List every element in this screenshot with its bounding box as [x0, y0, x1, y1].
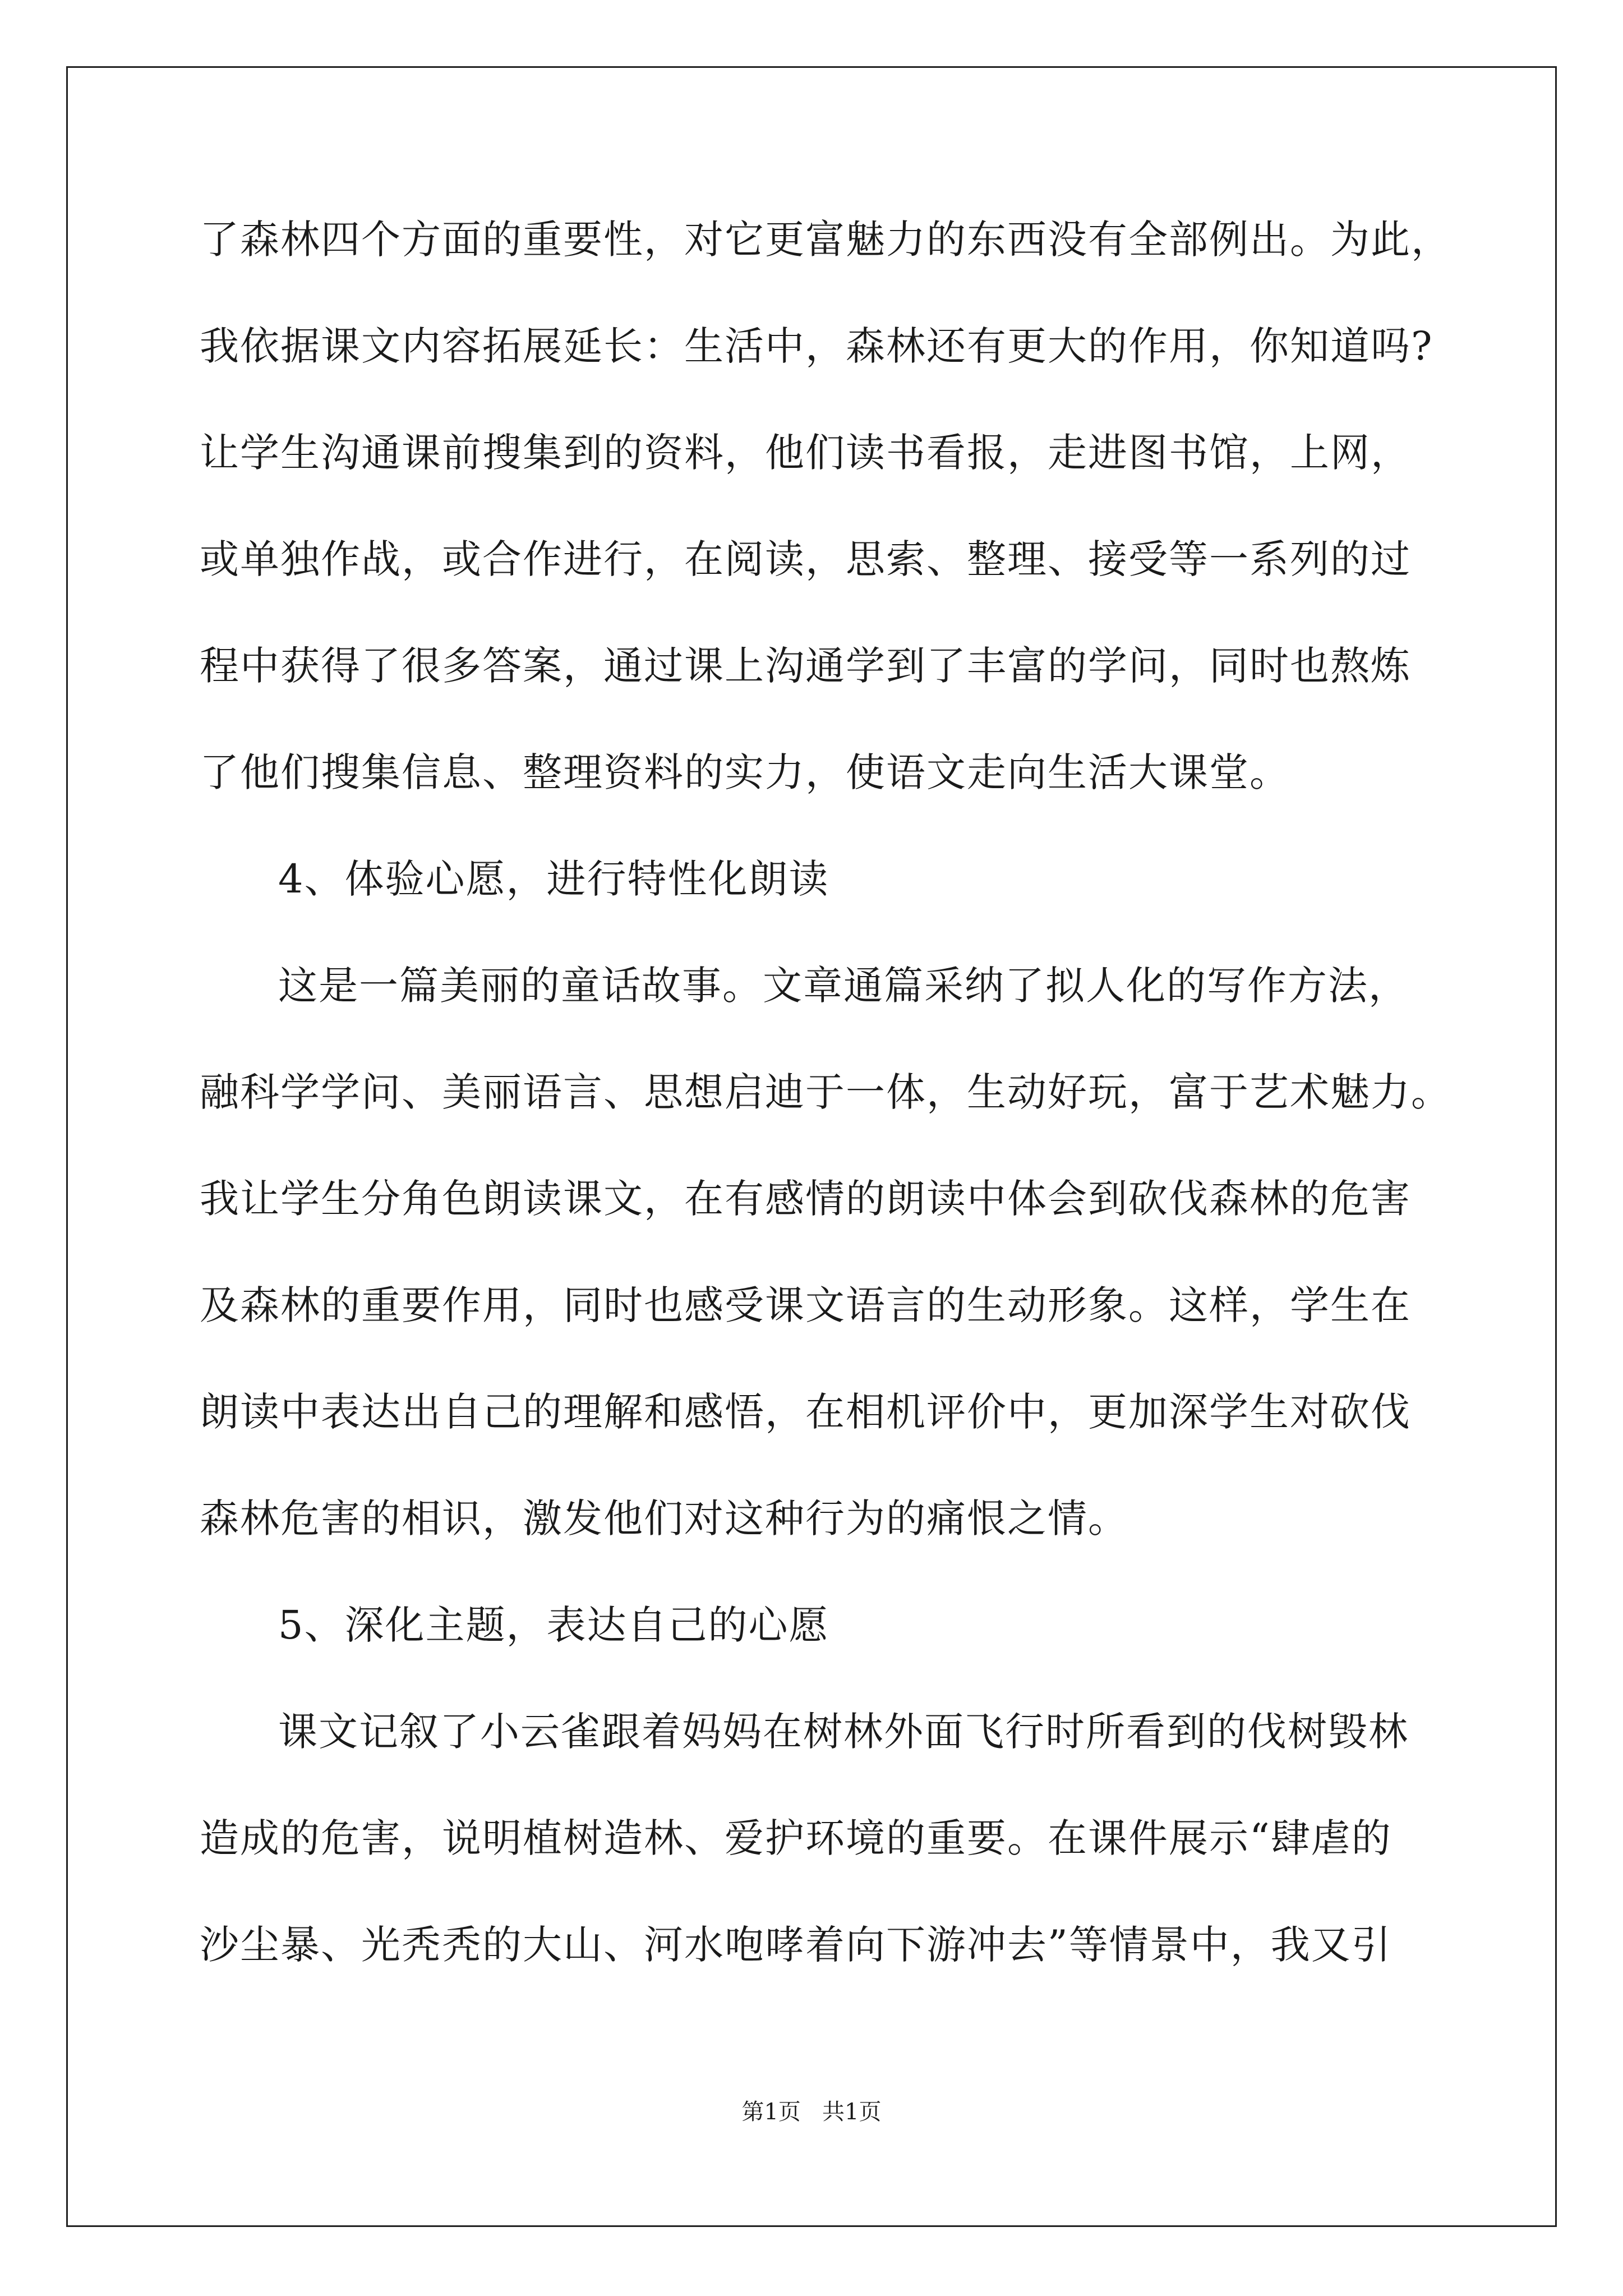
text-line-11: 及森林的重要作用，同时也感受课文语言的生动形象。这样，学生在: [200, 1282, 1411, 1328]
text-line-4: 或单独作战，或合作进行，在阅读，思索、整理、接受等一系列的过: [200, 536, 1411, 582]
section-heading-4: 4、体验心愿，进行特性化朗读: [278, 856, 829, 902]
text-line-13: 森林危害的相识，激发他们对这种行为的痛恨之情。: [200, 1496, 1128, 1542]
text-line-5: 程中获得了很多答案，通过课上沟通学到了丰富的学问，同时也熬炼: [200, 643, 1411, 689]
text-line-1: 了森林四个方面的重要性，对它更富魅力的东西没有全部例出。为此，: [200, 217, 1451, 263]
text-line-12: 朗读中表达出自己的理解和感悟，在相机评价中，更加深学生对砍伐: [200, 1389, 1411, 1435]
page-border: [66, 66, 1557, 2227]
text-line-10: 我让学生分角色朗读课文，在有感情的朗读中体会到砍伐森林的危害: [200, 1176, 1411, 1222]
text-line-6: 了他们搜集信息、整理资料的实力，使语文走向生活大课堂。: [200, 749, 1290, 795]
text-line-15: 课文记叙了小云雀跟着妈妈在树林外面飞行时所看到的伐树毁林: [278, 1709, 1409, 1755]
page-footer: 第1页 共1页: [741, 2099, 882, 2125]
text-line-3: 让学生沟通课前搜集到的资料，他们读书看报，走进图书馆，上网，: [200, 430, 1411, 476]
text-line-16: 造成的危害，说明植树造林、爱护环境的重要。在课件展示“肆虐的: [200, 1815, 1392, 1861]
text-line-9: 融科学学问、美丽语言、思想启迪于一体，生动好玩，富于艺术魅力。: [200, 1069, 1451, 1115]
section-heading-5: 5、深化主题，表达自己的心愿: [278, 1602, 829, 1648]
text-line-17: 沙尘暴、光秃秃的大山、河水咆哮着向下游冲去”等情景中，我又引: [200, 1922, 1392, 1968]
text-line-2: 我依据课文内容拓展延长：生活中，森林还有更大的作用，你知道吗?: [200, 323, 1433, 369]
text-line-8: 这是一篇美丽的童话故事。文章通篇采纳了拟人化的写作方法，: [278, 963, 1409, 1009]
